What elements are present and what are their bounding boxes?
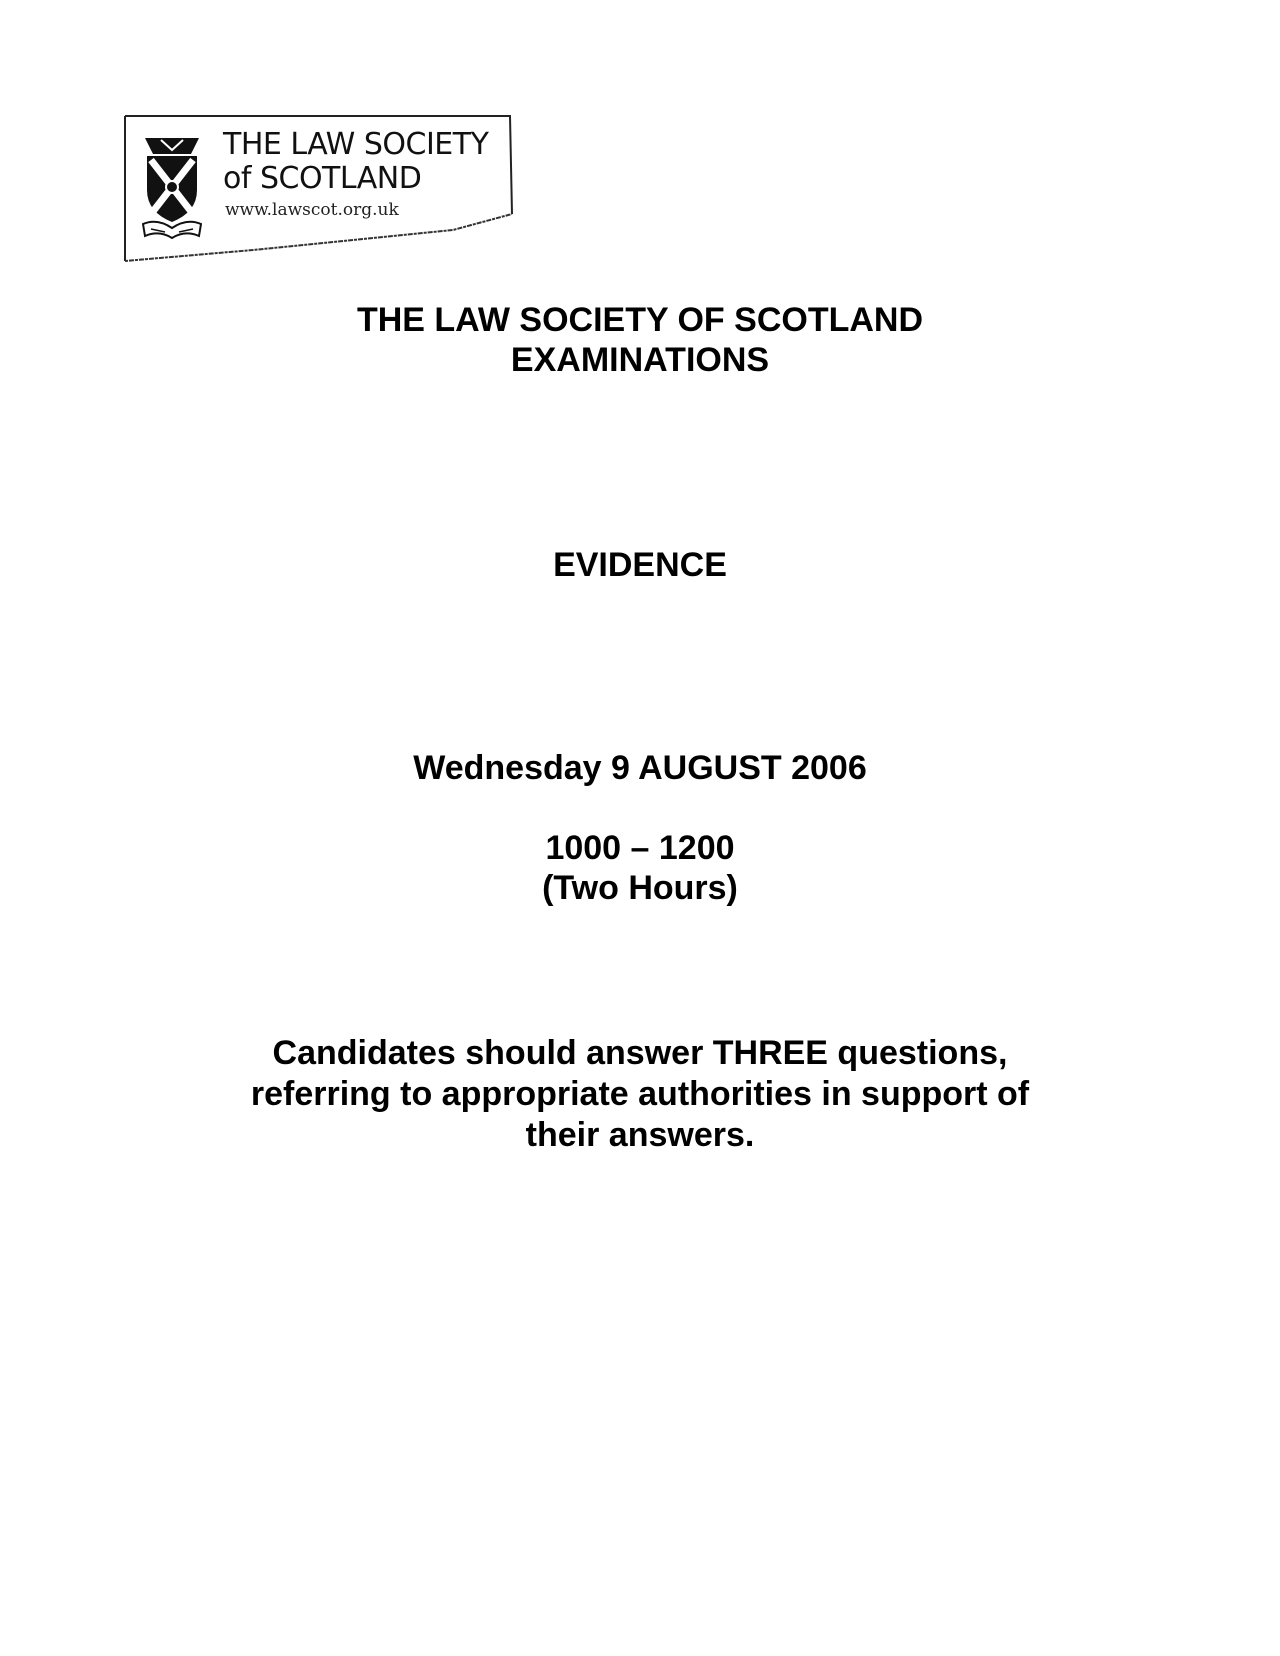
instructions-line-1: Candidates should answer THREE questions, [272, 1034, 1008, 1072]
exam-time: 1000 – 1200 [545, 829, 735, 867]
instructions-line-3: their answers. [525, 1116, 755, 1154]
law-society-logo [123, 114, 513, 264]
logo-url: www.lawscot.org.uk [225, 200, 399, 220]
coat-of-arms-icon [141, 132, 203, 240]
page-title [0, 300, 1280, 380]
exam-duration: (Two Hours) [542, 869, 738, 907]
title-line-1: THE LAW SOCIETY OF SCOTLAND [356, 301, 924, 339]
logo-title-line1: THE LAW SOCIETY [223, 127, 489, 162]
exam-date: Wednesday 9 AUGUST 2006 [413, 749, 867, 787]
exam-subject: EVIDENCE [553, 546, 727, 584]
exam-instructions [0, 1033, 1280, 1156]
logo-title-line2: of SCOTLAND [223, 161, 422, 196]
instructions-line-2: referring to appropriate authorities in support of [250, 1075, 1030, 1113]
title-line-2: EXAMINATIONS [510, 341, 770, 379]
